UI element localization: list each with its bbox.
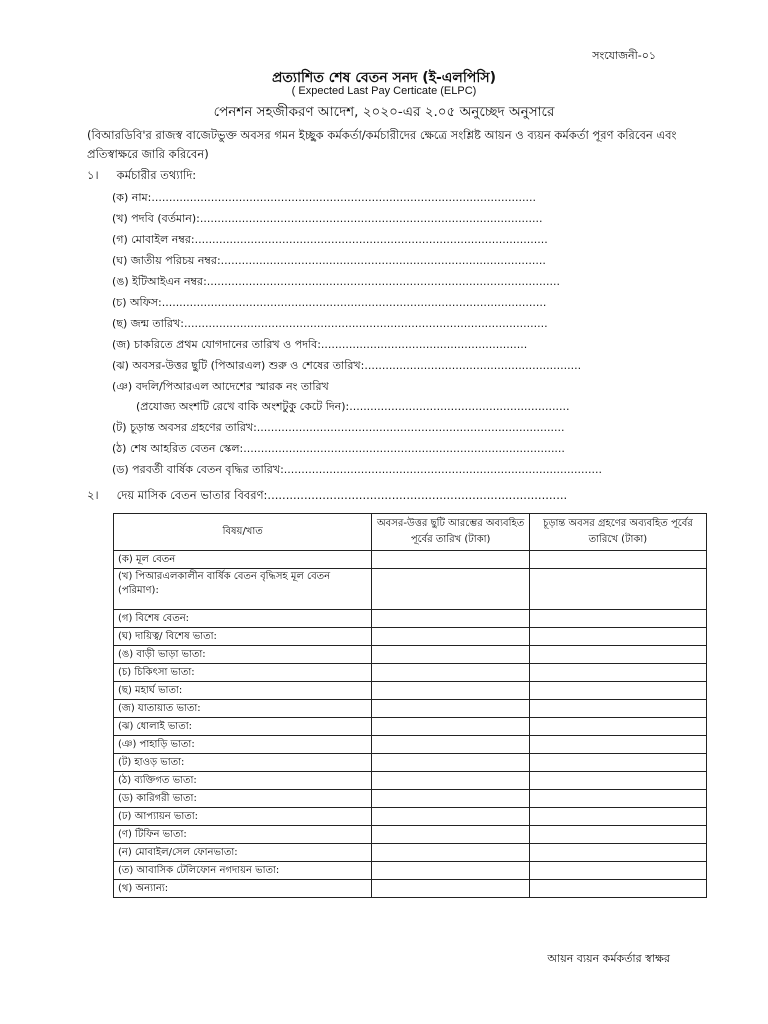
cell-final-amount[interactable] (529, 754, 706, 772)
table-row (114, 808, 707, 826)
table-row (114, 610, 707, 628)
cell-final-amount[interactable] (529, 718, 706, 736)
table-row (114, 700, 707, 718)
field-prl-dates[interactable]: (ঝ) অবসর-উত্তর ছুটি (পিআরএল) শুরু ও শেষের তারিখ:.............................................................. (112, 359, 582, 372)
field-office[interactable]: (চ) অফিস:.............................................................................................................. (112, 296, 547, 309)
cell-prl-amount[interactable] (372, 736, 529, 754)
field-transfer-memo-note[interactable]: (প্রযোজ্য অংশটি রেখে বাকি অংশটুকু কেটে দিন):............................................................... (136, 400, 570, 413)
order-reference: পেনশন সহজীকরণ আদেশ, ২০২০-এর ২.০৫ অনুচ্ছেদ অনুসারে (213, 104, 555, 120)
field-next-increment-date[interactable]: (ড) পরবর্তী বার্ষিক বেতন বৃদ্ধির তারিখ:........................................................................................... (112, 463, 602, 476)
section2-number: ২। (87, 488, 99, 502)
table-row (114, 772, 707, 790)
field-final-retirement-date[interactable]: (ট) চূড়ান্ত অবসর গ্রহণের তারিখ:........................................................................................ (112, 421, 565, 434)
cell-prl-amount[interactable] (372, 754, 529, 772)
cell-prl-amount[interactable] (372, 551, 529, 569)
cell-final-amount[interactable] (529, 862, 706, 880)
cell-prl-amount[interactable] (372, 682, 529, 700)
col-header-final: চূড়ান্ত অবসর গ্রহণের অব্যবহিত পূর্বের তারিখে (টাকা) (529, 514, 706, 551)
section1-number: ১। (87, 168, 99, 182)
section2-title: দেয় মাসিক বেতন ভাতার বিবরণ:.................................................................................. (116, 488, 568, 502)
cell-prl-amount[interactable] (372, 664, 529, 682)
cell-final-amount[interactable] (529, 664, 706, 682)
row-label: (ঙ) বাড়ী ভাড়া ভাতা: (114, 646, 372, 664)
table-row (114, 790, 707, 808)
table-row (114, 826, 707, 844)
cell-final-amount[interactable] (529, 700, 706, 718)
row-label: (ঝ) ধোলাই ভাতা: (114, 718, 372, 736)
cell-final-amount[interactable] (529, 844, 706, 862)
row-label: (ণ) টিফিন ভাতা: (114, 826, 372, 844)
cell-prl-amount[interactable] (372, 772, 529, 790)
cell-prl-amount[interactable] (372, 610, 529, 628)
cell-final-amount[interactable] (529, 736, 706, 754)
cell-final-amount[interactable] (529, 772, 706, 790)
cell-prl-amount[interactable] (372, 862, 529, 880)
row-label: (ঠ) ব্যক্তিগত ভাতা: (114, 772, 372, 790)
cell-final-amount[interactable] (529, 610, 706, 628)
cell-final-amount[interactable] (529, 551, 706, 569)
cell-final-amount[interactable] (529, 790, 706, 808)
row-label: (থ) অন্যান্য: (114, 880, 372, 898)
row-label: (ছ) মহার্ঘ ভাতা: (114, 682, 372, 700)
cell-final-amount[interactable] (529, 826, 706, 844)
table-row (114, 862, 707, 880)
cell-final-amount[interactable] (529, 646, 706, 664)
section1-title: কর্মচারীর তথ্যাদি: (116, 168, 197, 182)
field-birth-date[interactable]: (ছ) জন্ম তারিখ:........................................................................................................ (112, 317, 548, 330)
cell-prl-amount[interactable] (372, 569, 529, 610)
row-label: (চ) চিকিৎসা ভাতা: (114, 664, 372, 682)
instruction-text: (বিআরডিবি'র রাজস্ব বাজেটভুক্ত অবসর গমন ইচ্ছুক কর্মকর্তা/কর্মচারীদের ক্ষেত্রে সংশ্লিষ্ট আয়ন ও ব্যয়ন কর্মকর্তা পূরণ করিবেন এবং প্রতিস্বাক্ষরে জারি করিবেন) (87, 128, 677, 161)
form-title: প্রত্যাশিত শেষ বেতন সনদ (ই-এলপিসি) (271, 70, 497, 86)
field-mobile[interactable]: (গ) মোবাইল নম্বর:..................................................................................................... (112, 233, 548, 246)
row-label: (ঢ) আপ্যায়ন ভাতা: (114, 808, 372, 826)
field-transfer-memo: (ঞ) বদলি/পিআরএল আদেশের স্মারক নং তারিখ (112, 380, 329, 393)
field-nid[interactable]: (ঘ) জাতীয় পরিচয় নম্বর:............................................................................................. (112, 254, 546, 267)
table-row (114, 628, 707, 646)
cell-final-amount[interactable] (529, 569, 706, 610)
row-label: (ড) কারিগরী ভাতা: (114, 790, 372, 808)
cell-prl-amount[interactable] (372, 808, 529, 826)
row-label: (ঘ) দায়িত্ব/ বিশেষ ভাতা: (114, 628, 372, 646)
table-row (114, 736, 707, 754)
cell-final-amount[interactable] (529, 808, 706, 826)
cell-prl-amount[interactable] (372, 718, 529, 736)
cell-final-amount[interactable] (529, 682, 706, 700)
col-header-prl: অবসর-উত্তর ছুটি আরম্ভের অব্যবহিত পূর্বের তারিখ (টাকা) (372, 514, 529, 551)
row-label: (ত) আবাসিক টেলিফোন নগদায়ন ভাতা: (114, 862, 372, 880)
salary-allowance-table (113, 513, 707, 898)
cell-prl-amount[interactable] (372, 700, 529, 718)
table-row (114, 880, 707, 898)
cell-prl-amount[interactable] (372, 844, 529, 862)
table-row (114, 754, 707, 772)
col-header-item: বিষয়/খাত (114, 514, 372, 551)
field-etin[interactable]: (ঙ) ইটিআইএন নম্বর:..................................................................................................... (112, 275, 560, 288)
field-name[interactable]: (ক) নাম:.............................................................................................................. (112, 191, 536, 204)
row-label: (খ) পিআরএলকালীন বার্ষিক বেতন বৃদ্ধিসহ মূল বেতন (পরিমাণ): (114, 569, 372, 610)
cell-prl-amount[interactable] (372, 628, 529, 646)
row-label: (ট) হাওড় ভাতা: (114, 754, 372, 772)
section2-heading (87, 487, 567, 506)
table-row (114, 664, 707, 682)
row-label: (জ) যাতায়াত ভাতা: (114, 700, 372, 718)
cell-prl-amount[interactable] (372, 880, 529, 898)
cell-prl-amount[interactable] (372, 826, 529, 844)
table-row (114, 551, 707, 569)
cell-final-amount[interactable] (529, 880, 706, 898)
table-header-row (114, 514, 707, 551)
cell-prl-amount[interactable] (372, 646, 529, 664)
row-label: (গ) বিশেষ বেতন: (114, 610, 372, 628)
table-row (114, 569, 707, 610)
form-title-english: ( Expected Last Pay Certicate (ELPC) (291, 85, 477, 97)
table-row (114, 646, 707, 664)
row-label: (ঞ) পাহাড়ি ভাতা: (114, 736, 372, 754)
section1-heading (87, 167, 196, 186)
cell-final-amount[interactable] (529, 628, 706, 646)
field-designation[interactable]: (খ) পদবি (বর্তমান):.................................................................................................. (112, 212, 543, 225)
table-row (114, 844, 707, 862)
row-label: (ক) মূল বেতন (114, 551, 372, 569)
table-row (114, 718, 707, 736)
signature-label: আয়ন ব্যয়ন কর্মকর্তার স্বাক্ষর (547, 952, 670, 965)
cell-prl-amount[interactable] (372, 790, 529, 808)
field-last-pay-scale[interactable]: (ঠ) শেষ আহরিত বেতন স্কেল:............................................................................................ (112, 442, 565, 455)
annex-label: সংযোজনী-০১ (592, 49, 656, 62)
row-label: (ন) মোবাইল/সেল ফোনভাতা: (114, 844, 372, 862)
field-joining-date[interactable]: (জ) চাকরিতে প্রথম যোগদানের তারিখ ও পদবি:........................................................... (112, 338, 528, 351)
table-row (114, 682, 707, 700)
